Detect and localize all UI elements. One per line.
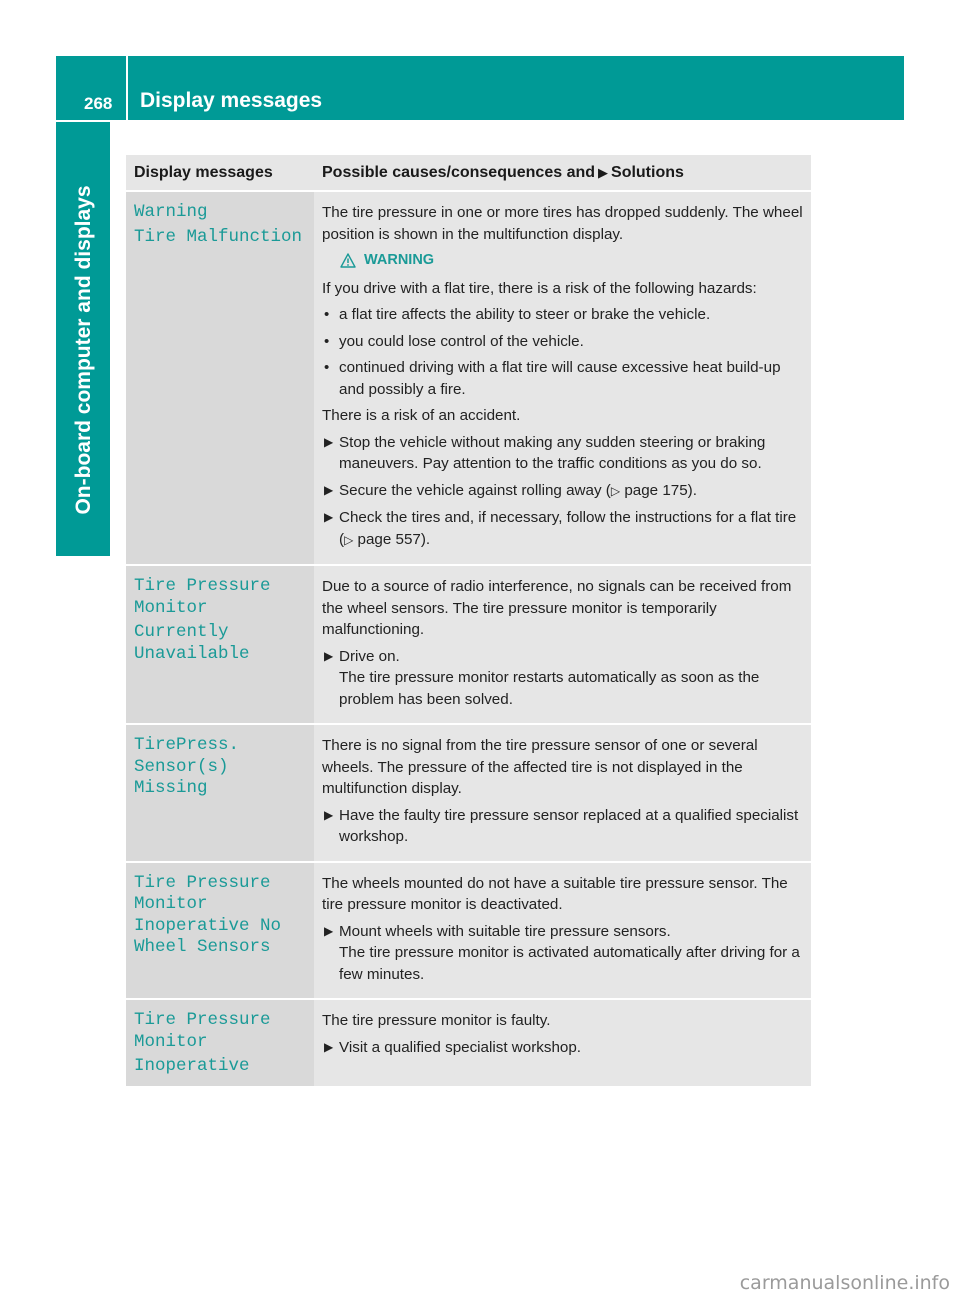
display-message-line: Warning — [134, 202, 208, 222]
action-item: ▶ Stop the vehicle without making any sudden steering or braking maneuvers. Pay attention to the traffic conditions as you do so. — [324, 433, 766, 472]
action-item: ▶ Have the faulty tire pressure sensor replaced at a qualified specialist workshop. — [324, 806, 799, 845]
display-message-cell — [126, 565, 314, 724]
action-result: The tire pressure monitor is activated automatically after driving for a few minutes. — [339, 944, 800, 983]
solution-cell — [314, 565, 811, 724]
solution-cell — [314, 862, 811, 1000]
display-message-line: Inoperative — [134, 1056, 250, 1076]
warning-heading: WARNING — [340, 250, 803, 272]
display-message-line: Wheel Sensors — [134, 937, 271, 957]
table-row — [126, 724, 811, 862]
bullet-icon: • — [324, 359, 330, 376]
display-message-line: Monitor — [134, 1031, 208, 1052]
bullet-item: • a flat tire affects the ability to steer or brake the vehicle. — [322, 304, 803, 326]
page-ref-icon: ▷ — [610, 483, 621, 498]
bullet-item: • you could lose control of the vehicle. — [322, 331, 803, 353]
bullet-icon: • — [324, 332, 330, 350]
watermark: carmanualsonline.info — [739, 1272, 950, 1294]
arrow-right-icon: ▶ — [324, 482, 334, 497]
hazard-intro: If you drive with a flat tire, there is a risk of the following hazards: — [322, 279, 757, 297]
col-header-messages: Display messages — [126, 155, 314, 191]
arrow-right-icon: ▶ — [324, 807, 334, 822]
solution-cell — [314, 191, 811, 565]
solution-cell — [314, 724, 811, 862]
arrow-right-icon: ▶ — [324, 923, 334, 938]
page-number: 268 — [84, 94, 113, 113]
table-row — [126, 191, 811, 565]
cause-text: The tire pressure monitor is faulty. — [322, 1012, 551, 1029]
display-message-line: Tire Pressure — [134, 872, 271, 893]
bullet-item: • continued driving with a flat tire will cause excessive heat build-up and possibly a fire. — [324, 359, 781, 398]
cause-text: There is no signal from the tire pressure sensor of one or several wheels. The pressure of the affected tire is not displayed in the multifunction display. — [322, 737, 758, 797]
display-message-line: Currently Unavailable — [134, 622, 250, 664]
warning-triangle-icon — [340, 253, 356, 268]
table-row — [126, 999, 811, 1087]
display-message-line: Tire Malfunction — [134, 226, 303, 247]
display-message-cell — [126, 724, 314, 862]
display-message-line: Tire Pressure — [134, 1010, 271, 1030]
action-item: ▶ Mount wheels with suitable tire pressure sensors. The tire pressure monitor is activated automatically after driving for a few minutes. — [324, 922, 800, 983]
page-title: Display messages — [140, 89, 323, 112]
action-item: ▶ Drive on. The tire pressure monitor restarts automatically as soon as the problem has been solved. — [324, 647, 760, 708]
page-reference[interactable]: page 557). — [357, 530, 431, 548]
risk-text: There is a risk of an accident. — [322, 407, 521, 424]
solution-cell — [314, 999, 811, 1087]
display-message-line: Tire Pressure Monitor — [134, 576, 271, 618]
col-header-solutions: Possible causes/consequences and ▶ Solutions — [314, 155, 811, 191]
arrow-right-icon: ▶ — [324, 510, 334, 524]
arrow-right-icon: ▶ — [324, 648, 334, 663]
arrow-right-icon: ▶ — [598, 164, 609, 180]
bullet-icon: • — [324, 306, 330, 323]
display-messages-table — [126, 155, 811, 1088]
table-row — [126, 862, 811, 1000]
display-message-line: Inoperative No — [134, 915, 282, 936]
action-item: ▶ Visit a qualified specialist workshop. — [322, 1037, 803, 1059]
action-result: The tire pressure monitor restarts automatically as soon as the problem has been solved. — [339, 669, 760, 708]
action-item: ▶ Check the tires and, if necessary, follow the instructions for a flat tire (▷ page 557). — [324, 509, 797, 548]
display-message-cell — [126, 191, 314, 565]
page-ref-icon: ▷ — [344, 532, 354, 547]
action-item: ▶ Secure the vehicle against rolling away (▷ page 175). — [322, 480, 803, 503]
cause-text: The wheels mounted do not have a suitable tire pressure sensor. The tire pressure monitor is deactivated. — [322, 874, 788, 913]
display-message-line: Monitor — [134, 894, 208, 914]
display-message-cell — [126, 862, 314, 1000]
page-reference[interactable]: page 175). — [624, 481, 697, 499]
cause-text: The tire pressure in one or more tires has dropped suddenly. The wheel position is shown in the multifunction display. — [322, 204, 803, 243]
header-separator — [126, 56, 128, 120]
table-header-row — [126, 155, 811, 191]
table-row — [126, 565, 811, 724]
display-message-cell — [126, 999, 314, 1087]
arrow-right-icon: ▶ — [324, 1039, 334, 1054]
arrow-right-icon: ▶ — [324, 434, 334, 449]
cause-text: Due to a source of radio interference, no signals can be received from the wheel sensors. The tire pressure monitor is temporarily malfunctioning. — [322, 578, 792, 638]
display-message-line: Sensor(s) Missing — [134, 756, 229, 798]
section-label: On-board computer and displays — [72, 185, 95, 515]
display-message-line: TirePress. — [134, 735, 240, 755]
